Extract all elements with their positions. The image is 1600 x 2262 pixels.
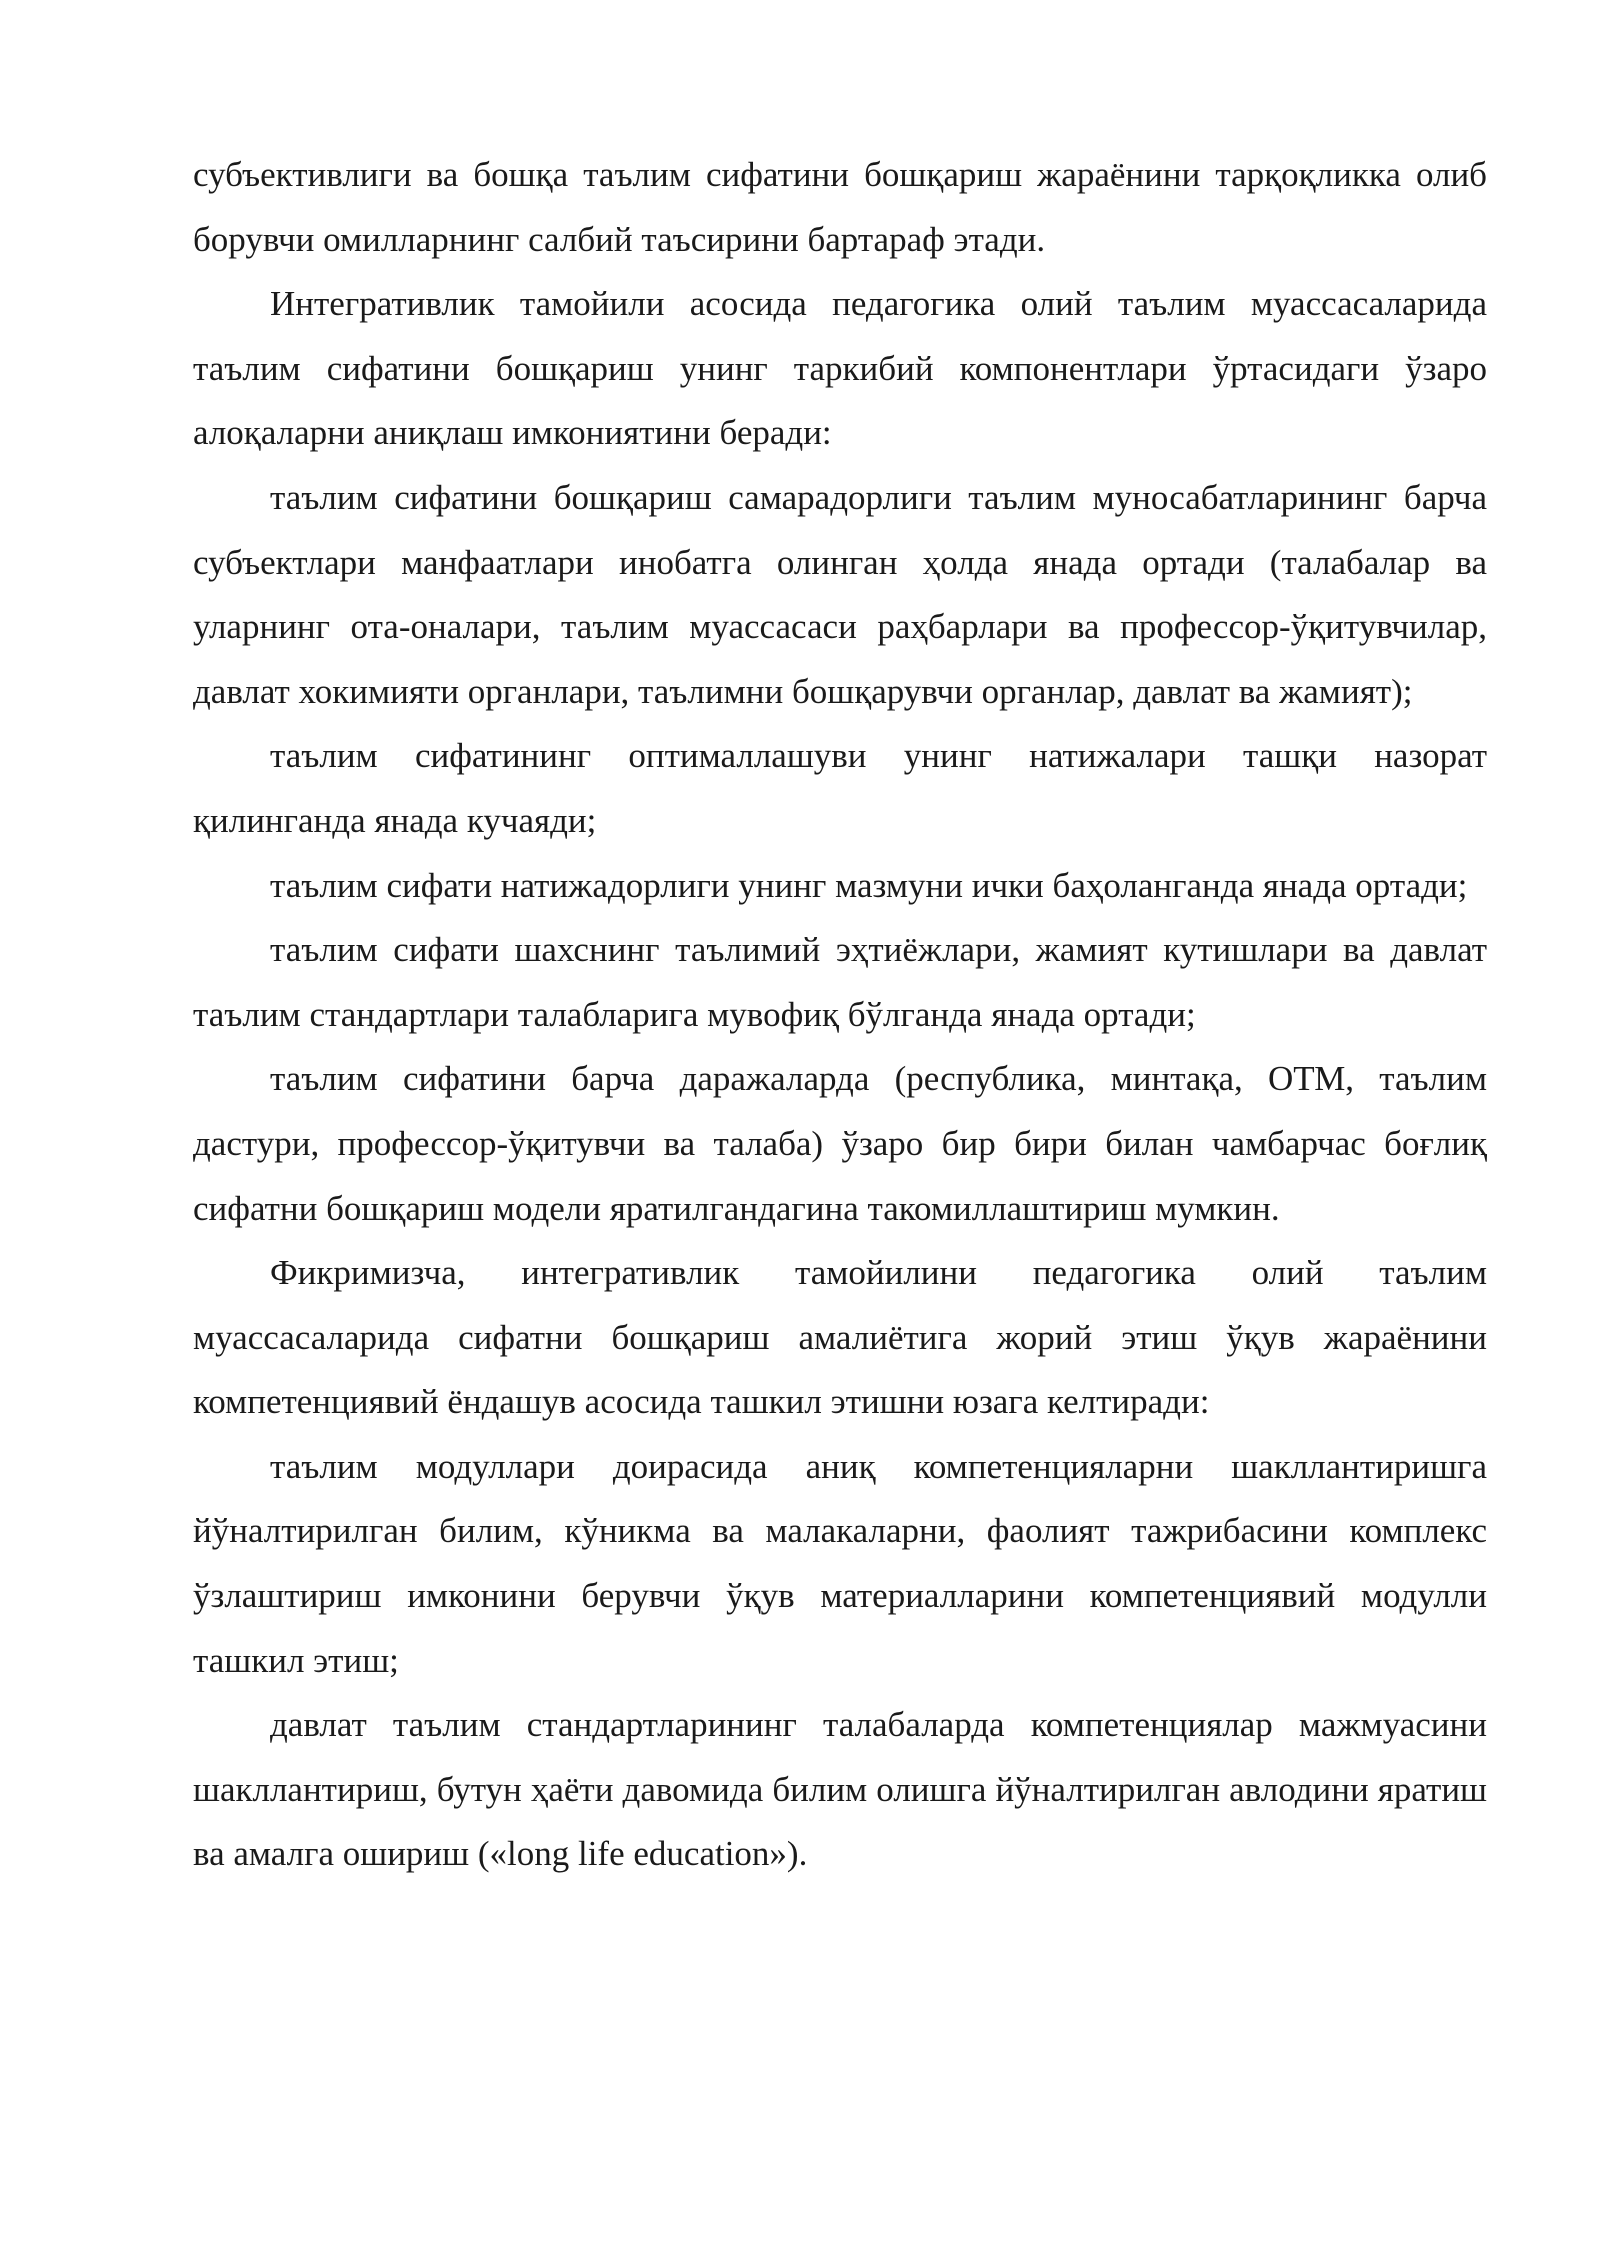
paragraph-management-efficiency: таълим сифатини бошқариш самарадорлиги таълим муносабатларининг барча субъектлари манфаатлари инобатга олинган ҳолда янада ортади (талабалар ва уларнинг ота-оналари, таълим муассасаси раҳбарлари ва профессор-ўқитувчилар, давлат хокимияти органлари, таълимни бошқарувчи органлар, давлат ва жамият); — [193, 477, 1487, 711]
paragraph-integrativity-principle: Интегративлик тамойили асосида педагогика олий таълим муассасаларида таълим сифатини бошқариш унинг таркибий компонентлари ўртасидаги ўзаро алоқаларни аниқлаш имкониятини беради: — [193, 284, 1487, 453]
paragraph-state-standards: давлат таълим стандартларининг талабаларда компетенциялар мажмуасини шакллантириш, бутун ҳаёти давомида билим олишга йўналтирилган авлодини яратиш ва амалга ошириш («long life education»). — [193, 1705, 1487, 1874]
paragraph-continuation: субъективлиги ва бошқа таълим сифатини бошқариш жараёнини тарқоқликка олиб борувчи омилларнинг салбий таъсирини бартараф этади. — [193, 155, 1487, 259]
paragraph-quality-effectiveness: таълим сифати натижадорлиги унинг мазмуни ички баҳоланганда янада ортади; — [270, 865, 1468, 905]
body-text — [193, 143, 1487, 1887]
paragraph-quality-needs: таълим сифати шахснинг таълимий эҳтиёжлари, жамият кутишлари ва давлат таълим стандартлари талабларига мувофиқ бўлганда янада ортади; — [193, 930, 1487, 1034]
paragraph-modular-organization: таълим модуллари доирасида аниқ компетенцияларни шакллантиришга йўналтирилган билим, кўникма ва малакаларни, фаолият тажрибасини комплекс ўзлаштириш имконини берувчи ўқув материалларини компетенциявий модулли ташкил этиш; — [193, 1446, 1487, 1680]
paragraph-opinion: Фикримизча, интегративлик тамойилини педагогика олий таълим муассасаларида сифатни бошқариш амалиётига жорий этиш ўқув жараёнини компетенциявий ёндашув асосида ташкил этишни юзага келтиради: — [193, 1253, 1487, 1422]
paragraph-quality-optimization: таълим сифатининг оптималлашуви унинг натижалари ташқи назорат қилинганда янада кучаяди; — [193, 736, 1487, 840]
paragraph-quality-levels: таълим сифатини барча даражаларда (республика, минтақа, ОТМ, таълим дастури, профессор-ўқитувчи ва талаба) ўзаро бир бири билан чамбарчас боғлиқ сифатни бошқариш модели яратилгандагина такомиллаштириш мумкин. — [193, 1059, 1487, 1228]
